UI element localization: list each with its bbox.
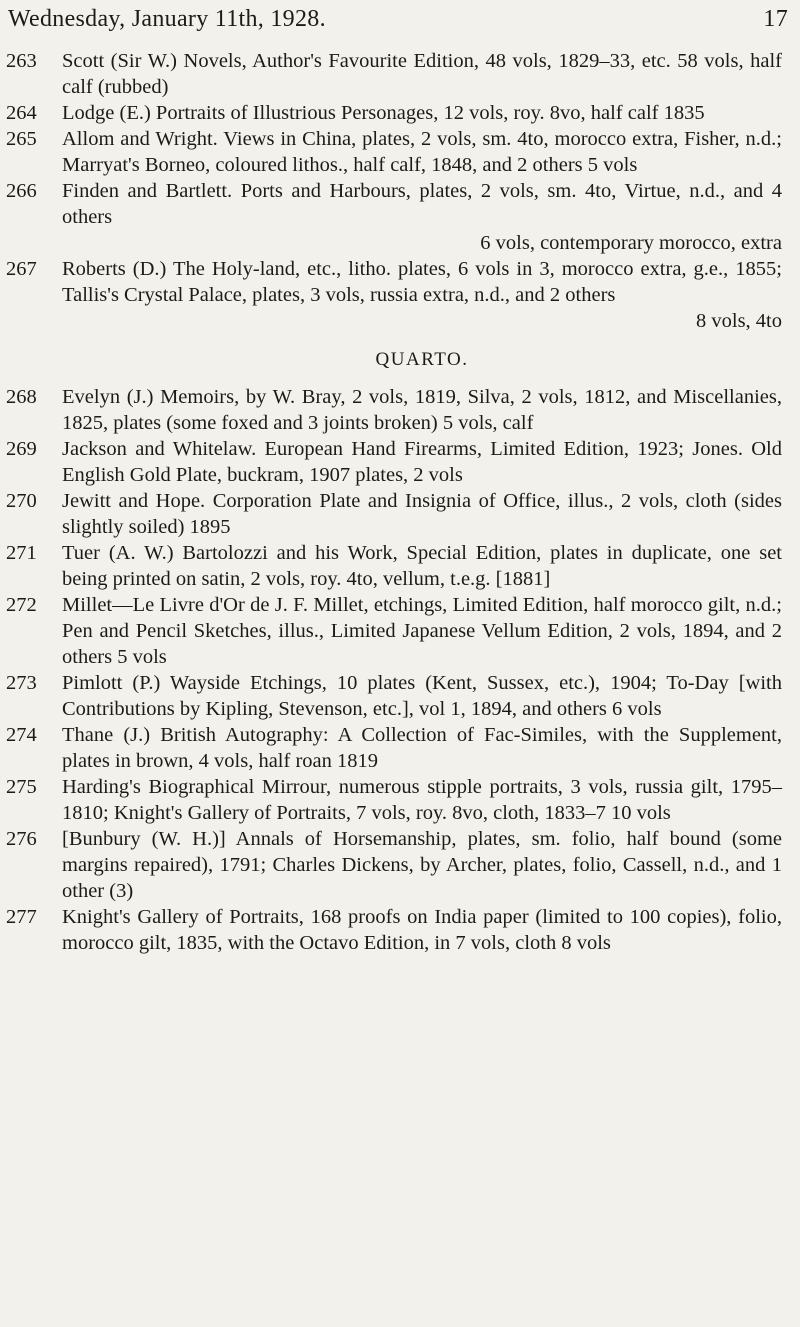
lot-description: Allom and Wright. Views in China, plates, 2 vols, sm. 4to, morocco extra, Fisher, n.d.; Marryat's Borneo, coloured lithos., half calf, 1848, and 2 others 5 vols xyxy=(62,128,782,176)
lot-number: 264 xyxy=(6,102,37,124)
section-heading-quarto: QUARTO. xyxy=(375,349,469,370)
lot-description: Jewitt and Hope. Corporation Plate and Insignia of Office, illus., 2 vols, cloth (sides slightly soiled) 1895 xyxy=(62,490,782,538)
lot-entry xyxy=(0,670,800,722)
lot-entry xyxy=(0,722,800,774)
lot-number: 272 xyxy=(6,594,37,616)
page-number: 17 xyxy=(763,6,788,32)
lot-description: Thane (J.) British Autography: A Collection of Fac-Similes, with the Supplement, plates in brown, 4 vols, half roan 1819 xyxy=(62,724,782,772)
lot-entry xyxy=(0,540,800,592)
lot-entry xyxy=(0,384,800,436)
lot-entry xyxy=(0,178,800,256)
lot-description: Millet—Le Livre d'Or de J. F. Millet, etchings, Limited Edition, half morocco gilt, n.d.; Pen and Pencil Sketches, illus., Limited Japanese Vellum Edition, 2 vols, 1894, and 2 others 5 vols xyxy=(62,594,782,668)
lot-summary: 8 vols, 4to xyxy=(696,310,782,332)
lot-description: Jackson and Whitelaw. European Hand Firearms, Limited Edition, 1923; Jones. Old English Gold Plate, buckram, 1907 plates, 2 vols xyxy=(62,438,782,486)
lot-entry xyxy=(0,436,800,488)
lot-number: 268 xyxy=(6,386,37,408)
lot-description: Harding's Biographical Mirrour, numerous stipple portraits, 3 vols, russia gilt, 1795–1810; Knight's Gallery of Portraits, 7 vols, roy. 8vo, cloth, 1833–7 10 vols xyxy=(62,776,782,824)
lot-entry xyxy=(0,126,800,178)
lot-description: Scott (Sir W.) Novels, Author's Favourite Edition, 48 vols, 1829–33, etc. 58 vols, half calf (rubbed) xyxy=(62,50,782,98)
lot-description: Lodge (E.) Portraits of Illustrious Personages, 12 vols, roy. 8vo, half calf 1835 xyxy=(62,102,705,124)
lot-entry xyxy=(0,100,800,126)
lot-body xyxy=(62,256,782,334)
lot-number: 270 xyxy=(6,490,37,512)
page-header xyxy=(8,2,788,36)
lot-body xyxy=(62,178,782,256)
lot-list xyxy=(0,48,800,956)
lot-entry xyxy=(0,256,800,334)
lot-description: [Bunbury (W. H.)] Annals of Horsemanship, plates, sm. folio, half bound (some margins repaired), 1791; Charles Dickens, by Archer, plates, folio, Cassell, n.d., and 1 other (3) xyxy=(62,828,782,902)
lot-number: 269 xyxy=(6,438,37,460)
lot-number: 276 xyxy=(6,828,37,850)
lot-entry xyxy=(0,592,800,670)
lot-number: 275 xyxy=(6,776,37,798)
lot-number: 271 xyxy=(6,542,37,564)
lot-number: 266 xyxy=(6,180,37,202)
lot-number: 265 xyxy=(6,128,37,150)
lot-entry xyxy=(0,904,800,956)
lot-entry xyxy=(0,488,800,540)
lot-description: Knight's Gallery of Portraits, 168 proofs on India paper (limited to 100 copies), folio, morocco gilt, 1835, with the Octavo Edition, in 7 vols, cloth 8 vols xyxy=(62,906,782,954)
lot-number: 277 xyxy=(6,906,37,928)
lot-description: Evelyn (J.) Memoirs, by W. Bray, 2 vols, 1819, Silva, 2 vols, 1812, and Miscellanies, 1825, plates (some foxed and 3 joints broken) 5 vols, calf xyxy=(62,386,782,434)
lot-description: Roberts (D.) The Holy-land, etc., litho. plates, 6 vols in 3, morocco extra, g.e., 1855; Tallis's Crystal Palace, plates, 3 vols, russia extra, n.d., and 2 others xyxy=(62,258,782,306)
lot-number: 263 xyxy=(6,50,37,72)
lot-description: Pimlott (P.) Wayside Etchings, 10 plates (Kent, Sussex, etc.), 1904; To-Day [with Contributions by Kipling, Stevenson, etc.], vol 1, 1894, and others 6 vols xyxy=(62,672,782,720)
lot-summary: 6 vols, contemporary morocco, extra xyxy=(480,232,782,254)
sale-date: Wednesday, January 11th, 1928. xyxy=(8,6,326,32)
lot-entry xyxy=(0,774,800,826)
lot-number: 267 xyxy=(6,258,37,280)
lot-description: Tuer (A. W.) Bartolozzi and his Work, Special Edition, plates in duplicate, one set being printed on satin, 2 vols, roy. 4to, vellum, t.e.g. [1881] xyxy=(62,542,782,590)
lot-entry xyxy=(0,826,800,904)
lot-number: 274 xyxy=(6,724,37,746)
lot-description: Finden and Bartlett. Ports and Harbours, plates, 2 vols, sm. 4to, Virtue, n.d., and 4 others xyxy=(62,180,782,228)
lot-number: 273 xyxy=(6,672,37,694)
lot-entry xyxy=(0,48,800,100)
